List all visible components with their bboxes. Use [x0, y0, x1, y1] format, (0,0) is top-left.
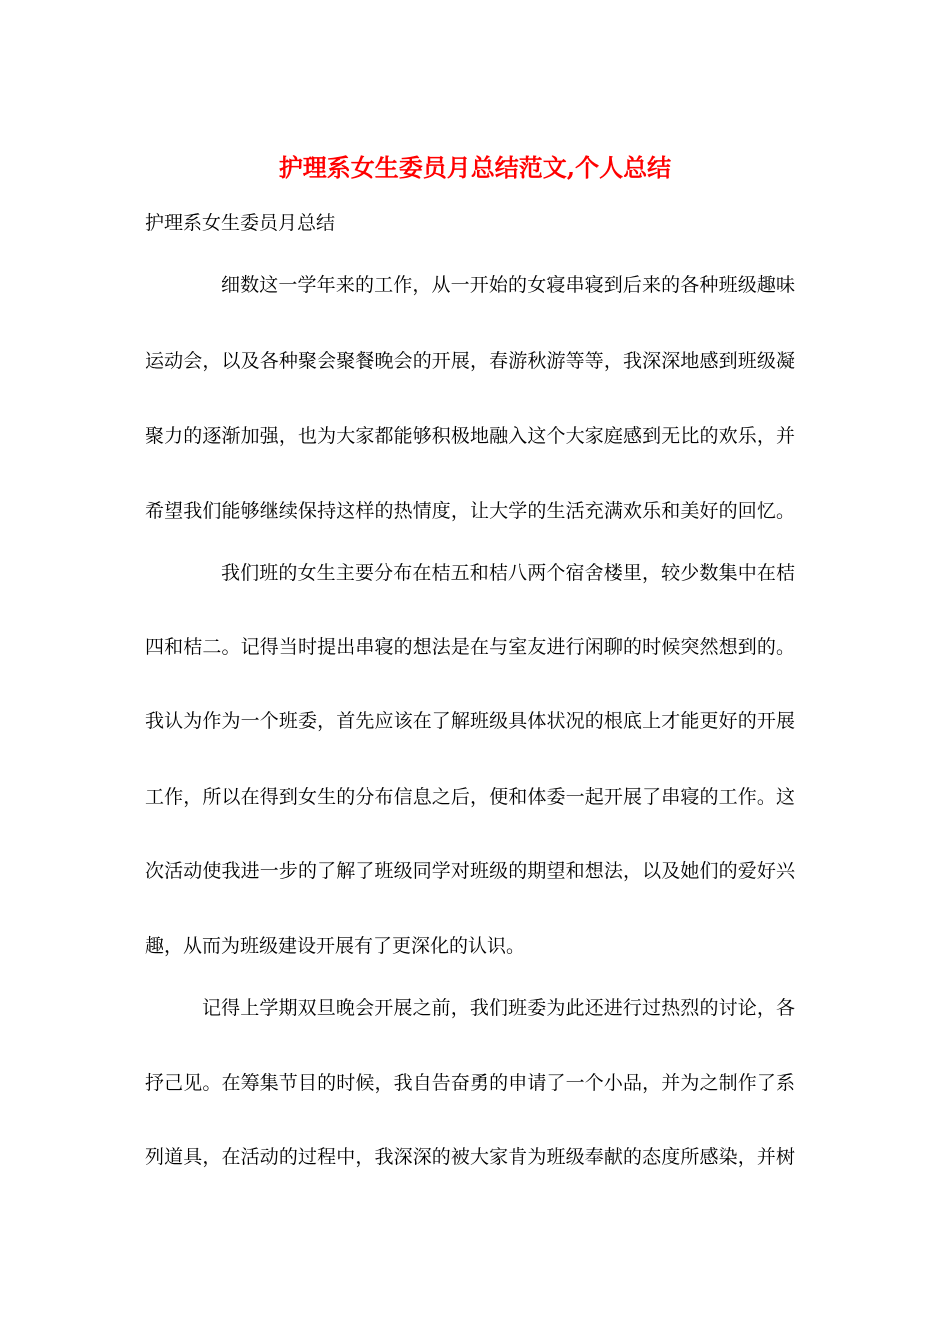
paragraph-2-line-4: 工作，所以在得到女生的分布信息之后，便和体委一起开展了串寝的工作。这	[145, 786, 795, 808]
paragraph-3-line-1: 记得上学期双旦晚会开展之前，我们班委为此还进行过热烈的讨论，各	[202, 997, 795, 1019]
document-subtitle: 护理系女生委员月总结	[145, 212, 336, 234]
paragraph-2-line-1: 我们班的女生主要分布在桔五和桔八两个宿舍楼里，较少数集中在桔	[221, 562, 795, 584]
paragraph-1-line-3: 聚力的逐渐加强，也为大家都能够积极地融入这个大家庭感到无比的欢乐，并	[145, 425, 795, 447]
paragraph-1-line-4: 希望我们能够继续保持这样的热情度，让大学的生活充满欢乐和美好的回忆。	[145, 500, 795, 522]
paragraph-3-line-2: 抒己见。在筹集节目的时候，我自告奋勇的申请了一个小品，并为之制作了系	[145, 1072, 795, 1094]
paragraph-2-line-5: 次活动使我进一步的了解了班级同学对班级的期望和想法，以及她们的爱好兴	[145, 860, 795, 882]
paragraph-2-line-2: 四和桔二。记得当时提出串寝的想法是在与室友进行闲聊的时候突然想到的。	[145, 636, 795, 658]
paragraph-2-line-3: 我认为作为一个班委，首先应该在了解班级具体状况的根底上才能更好的开展	[145, 710, 795, 732]
paragraph-3-line-3: 列道具，在活动的过程中，我深深的被大家肯为班级奉献的态度所感染，并树	[145, 1146, 795, 1168]
paragraph-2-line-6: 趣，从而为班级建设开展有了更深化的认识。	[145, 935, 526, 957]
document-title: 护理系女生委员月总结范文,个人总结	[278, 153, 672, 182]
paragraph-1-line-1: 细数这一学年来的工作，从一开始的女寝串寝到后来的各种班级趣味	[221, 274, 795, 296]
paragraph-1-line-2: 运动会，以及各种聚会聚餐晚会的开展，春游秋游等等，我深深地感到班级凝	[145, 350, 795, 372]
